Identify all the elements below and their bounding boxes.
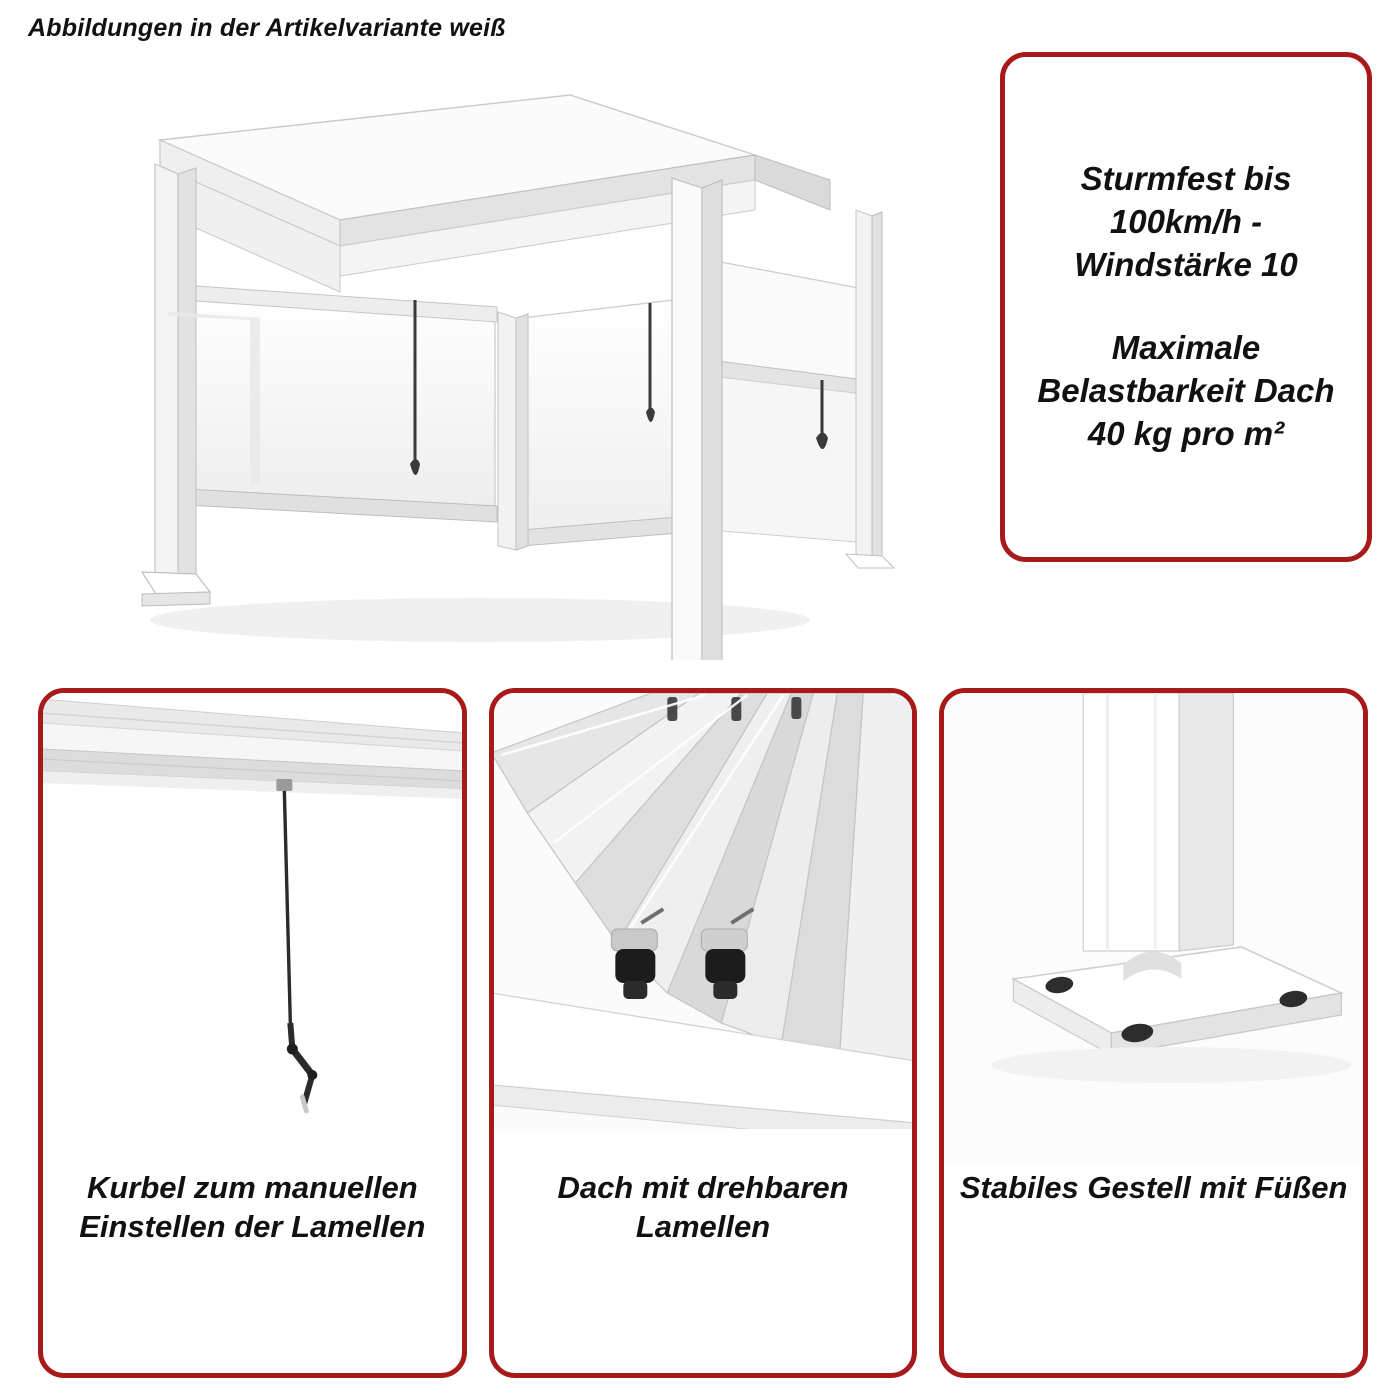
stable-frame-foot-photo	[944, 693, 1363, 1163]
feature-card-crank	[38, 688, 467, 1378]
crank-illustration	[43, 693, 462, 1163]
feature-caption-foot: Stabiles Gestell mit Füßen	[959, 1170, 1348, 1205]
hero-product-image	[10, 60, 970, 660]
crank-handle-photo	[43, 693, 462, 1163]
feature-card-louvers	[489, 688, 918, 1378]
info-line-storm: Sturmfest bis 100km/h - Windstärke 10	[1074, 160, 1298, 284]
base-plate-illustration	[944, 693, 1363, 1163]
rotating-louvers-roof-photo	[494, 693, 913, 1163]
feature-caption-crank: Kurbel zum manuellen Einstellen der Lamellen	[79, 1170, 426, 1244]
feature-card-list	[38, 688, 1368, 1378]
feature-card-foot	[939, 688, 1368, 1378]
variant-note: Abbildungen in der Artikelvariante weiß	[28, 14, 506, 42]
feature-caption-louvers: Dach mit drehbaren Lamellen	[557, 1170, 849, 1244]
info-line-load: Maximale Belastbarkeit Dach 40 kg pro m²	[1037, 329, 1335, 452]
highlight-info-box	[1000, 52, 1372, 562]
louvers-illustration	[494, 693, 913, 1163]
pergola-illustration	[10, 60, 970, 660]
